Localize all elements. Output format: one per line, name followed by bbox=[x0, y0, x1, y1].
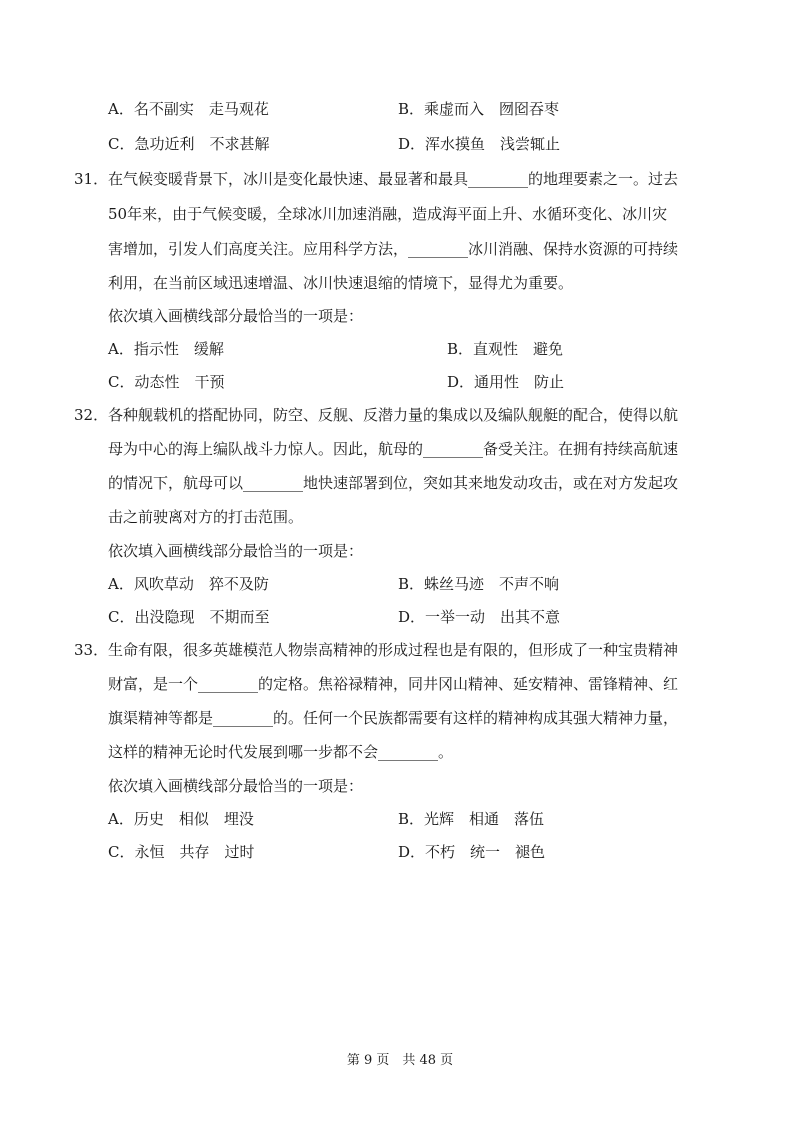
q33-line: 财富，是一个________的定格。焦裕禄精神，同井冈山精神、延安精神、雷锋精神、红 bbox=[108, 675, 679, 693]
q31-option-c: C．动态性 干预 bbox=[108, 373, 225, 391]
q31-line: 50年来，由于气候变暖，全球冰川加速消融，造成海平面上升、水循环变化、冰川灾 bbox=[108, 205, 668, 223]
q33-line: 生命有限，很多英雄模范人物崇高精神的形成过程也是有限的，但形成了一种宝贵精神 bbox=[108, 641, 679, 659]
q32-option-b: B．蛛丝马迹 不声不响 bbox=[398, 575, 560, 593]
q32-line: 的情况下，航母可以________地快速部署到位，突如其来地发动攻击，或在对方发起攻 bbox=[108, 474, 679, 492]
q30-option-c: C．急功近利 不求甚解 bbox=[108, 135, 270, 153]
q32-option-d: D．一举一动 出其不意 bbox=[398, 608, 561, 626]
q33-option-a: A．历史 相似 埋没 bbox=[108, 810, 254, 828]
q33-line: 这样的精神无论时代发展到哪一步都不会________。 bbox=[108, 743, 454, 761]
q32-option-a: A．风吹草动 猝不及防 bbox=[108, 575, 269, 593]
q31-option-b: B．直观性 避免 bbox=[447, 340, 564, 358]
q33-option-b: B．光辉 相通 落伍 bbox=[398, 810, 545, 828]
q31-line: 在气候变暖背景下，冰川是变化最快速、最显著和最具________的地理要素之一。过去 bbox=[108, 170, 679, 188]
page-footer: 第 9 页 共 48 页 bbox=[346, 1053, 454, 1068]
q33-option-c: C．永恒 共存 过时 bbox=[108, 843, 255, 861]
q30-option-b: B．乘虚而入 囫囵吞枣 bbox=[398, 100, 560, 118]
q33-prompt: 依次填入画横线部分最恰当的一项是： bbox=[108, 777, 364, 795]
q30-option-d: D．浑水摸鱼 浅尝辄止 bbox=[398, 135, 561, 153]
q33-option-d: D．不朽 统一 褪色 bbox=[398, 843, 546, 861]
q32-number: 32． bbox=[74, 406, 109, 424]
q31-option-d: D．通用性 防止 bbox=[447, 373, 565, 391]
q31-prompt: 依次填入画横线部分最恰当的一项是： bbox=[108, 307, 364, 325]
q32-prompt: 依次填入画横线部分最恰当的一项是： bbox=[108, 542, 364, 560]
q33-number: 33． bbox=[74, 641, 109, 659]
q31-option-a: A．指示性 缓解 bbox=[108, 340, 224, 358]
q32-line: 母为中心的海上编队战斗力惊人。因此，航母的________备受关注。在拥有持续高航速 bbox=[108, 440, 679, 458]
q32-option-c: C．出没隐现 不期而至 bbox=[108, 608, 270, 626]
q32-line: 击之前驶离对方的打击范围。 bbox=[108, 508, 304, 526]
q33-line: 旗渠精神等都是________的。任何一个民族都需要有这样的精神构成其强大精神力量， bbox=[108, 709, 679, 727]
q32-line: 各种舰载机的搭配协同，防空、反舰、反潜力量的集成以及编队舰艇的配合，使得以航 bbox=[108, 406, 679, 424]
q31-line: 害增加，引发人们高度关注。应用科学方法，________冰川消融、保持水资源的可持续 bbox=[108, 240, 679, 258]
q31-number: 31． bbox=[74, 170, 109, 188]
q31-line: 利用，在当前区域迅速增温、冰川快速退缩的情境下，显得尤为重要。 bbox=[108, 274, 574, 292]
q30-option-a: A．名不副实 走马观花 bbox=[108, 100, 269, 118]
